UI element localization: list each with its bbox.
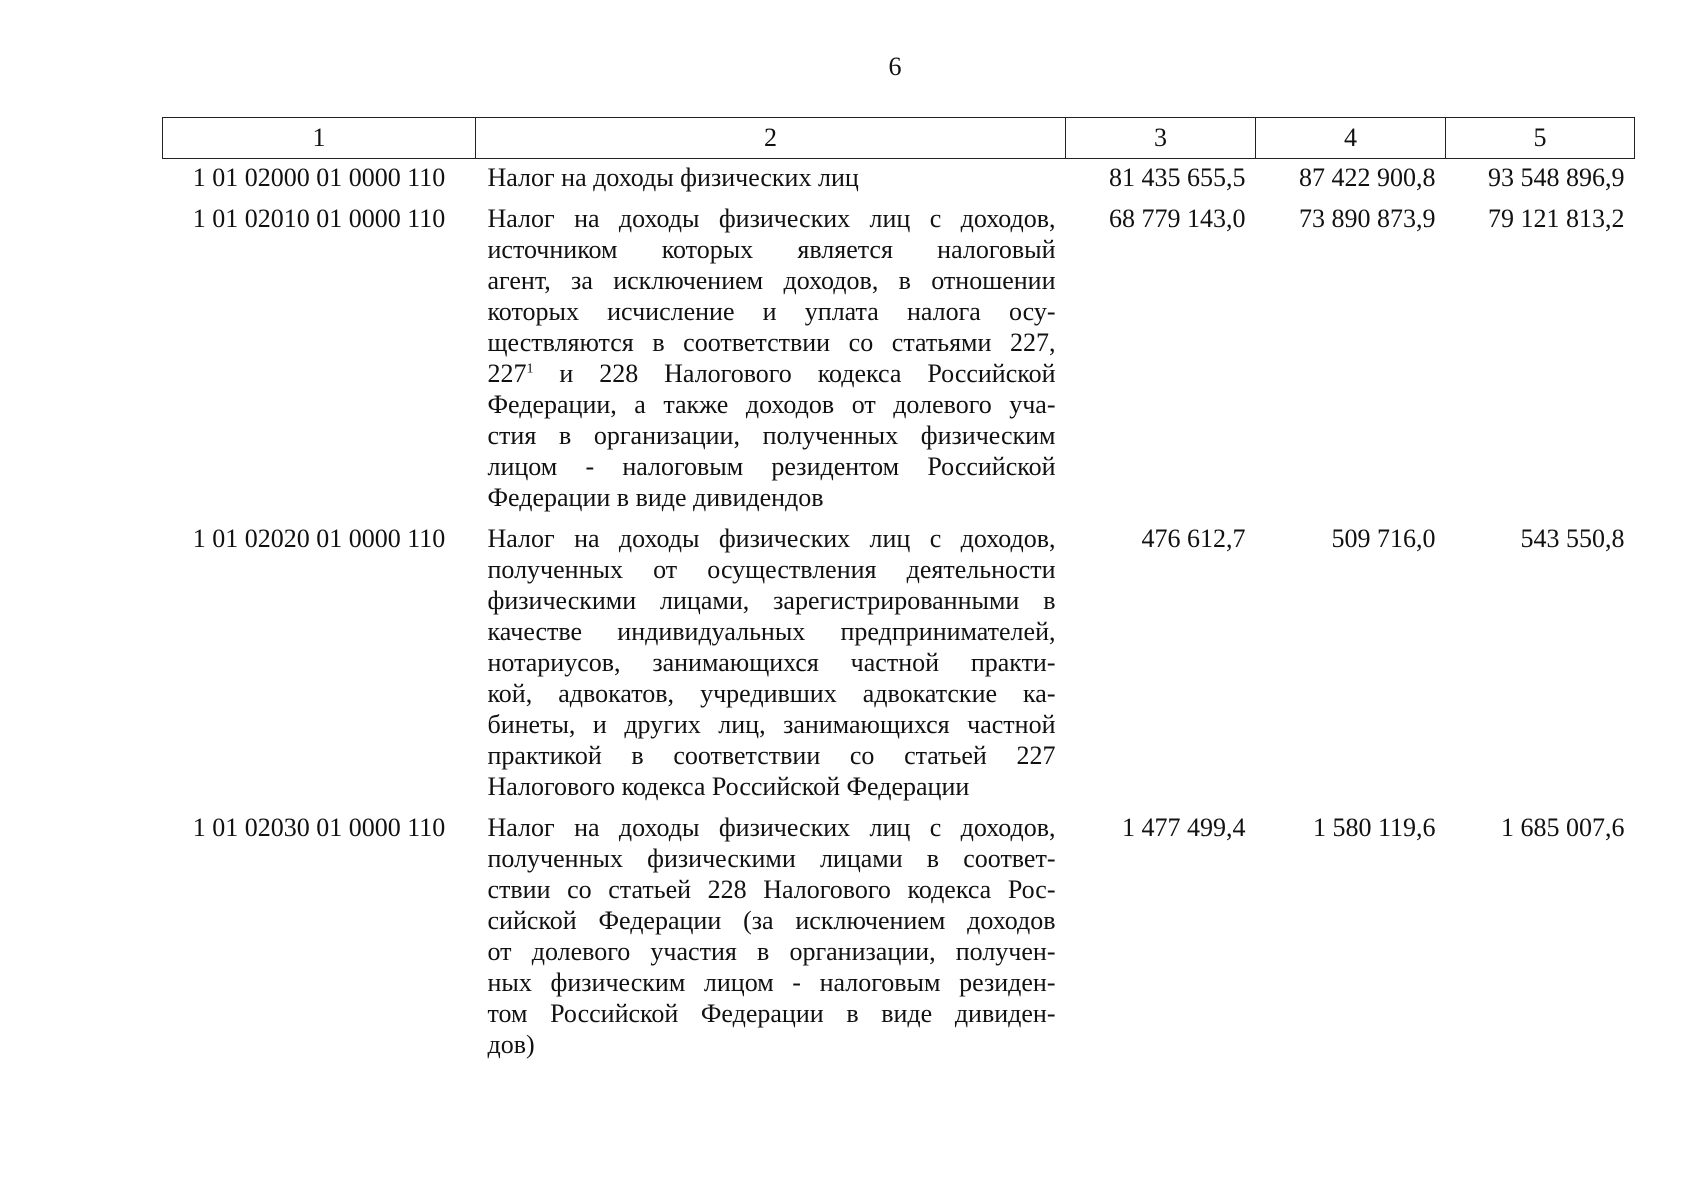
revenue-name-line: том Российской Федерации в виде дивиден-	[487, 999, 1056, 1028]
value-col-4: 73 890 873,9	[1299, 204, 1436, 233]
page-number: 6	[888, 52, 902, 81]
budget-code: 1 01 02010 01 0000 110	[192, 204, 446, 233]
revenue-name	[476, 159, 1066, 204]
revenue-name-line: источником которых является налоговый	[487, 235, 1056, 264]
revenue-name-line: сийской Федерации (за исключением доходов	[487, 906, 1056, 935]
revenue-name-line-with-footnote	[488, 358, 1056, 389]
revenue-name-line: полученных физическими лицами в соответ-	[487, 844, 1056, 873]
revenue-name-line: физическими лицами, зарегистрированными в	[487, 586, 1056, 615]
revenue-name-line: ных физическим лицом - налоговым резиден-	[487, 968, 1056, 997]
value-col-3: 81 435 655,5	[1109, 163, 1246, 192]
value-col-5: 93 548 896,9	[1488, 163, 1625, 192]
value-col-5: 1 685 007,6	[1501, 813, 1625, 842]
column-header-4: 4	[1256, 118, 1446, 159]
revenue-name-line: агент, за исключением доходов, в отношении	[487, 266, 1056, 295]
revenue-table	[162, 117, 1635, 1070]
article-number: 227	[487, 359, 527, 388]
revenue-name-line: Налогового кодекса Российской Федерации	[487, 772, 970, 801]
table-header-row	[163, 118, 1635, 159]
column-header-3: 3	[1066, 118, 1256, 159]
value-col-5: 543 550,8	[1520, 524, 1625, 553]
budget-code: 1 01 02020 01 0000 110	[192, 524, 446, 553]
column-header-1: 1	[163, 118, 476, 159]
revenue-name	[476, 523, 1066, 812]
revenue-name-line: Федерации в виде дивидендов	[487, 483, 824, 512]
revenue-name-line: от долевого участия в организации, получен-	[487, 937, 1056, 966]
revenue-name-line: которых исчисление и уплата налога осу-	[487, 297, 1056, 326]
revenue-name-line: Налог на доходы физических лиц	[487, 163, 859, 192]
value-col-4: 1 580 119,6	[1312, 813, 1436, 842]
table-row	[163, 203, 1635, 523]
revenue-name-line: дов)	[487, 1030, 535, 1059]
revenue-name-line: ществляются в соответствии со статьями 227,	[487, 328, 1056, 357]
table-row	[163, 523, 1635, 812]
revenue-name-line: нотариусов, занимающихся частной практи-	[487, 648, 1056, 677]
value-col-3: 68 779 143,0	[1109, 204, 1246, 233]
table-row	[163, 812, 1635, 1070]
table-row	[163, 159, 1635, 204]
budget-code: 1 01 02030 01 0000 110	[192, 813, 446, 842]
revenue-name-line: стия в организации, полученных физическим	[487, 421, 1056, 450]
revenue-name-line: бинеты, и других лиц, занимающихся частной	[487, 710, 1056, 739]
value-col-3: 1 477 499,4	[1122, 813, 1246, 842]
footnote-superscript: 1	[526, 361, 534, 377]
revenue-name	[476, 812, 1066, 1070]
value-col-4: 87 422 900,8	[1299, 163, 1436, 192]
column-header-2: 2	[476, 118, 1066, 159]
revenue-name-line: Федерации, а также доходов от долевого уча-	[487, 390, 1056, 419]
line-continuation: и 228 Налогового кодекса Российской	[533, 359, 1056, 388]
value-col-4: 509 716,0	[1331, 524, 1436, 553]
budget-code: 1 01 02000 01 0000 110	[192, 163, 446, 192]
revenue-name-line: полученных от осуществления деятельности	[487, 555, 1056, 584]
value-col-3: 476 612,7	[1141, 524, 1246, 553]
revenue-name-line: практикой в соответствии со статьей 227	[487, 741, 1056, 770]
revenue-name-line: ствии со статьей 228 Налогового кодекса Рос-	[487, 875, 1056, 904]
revenue-name-line: Налог на доходы физических лиц с доходов,	[487, 204, 1056, 233]
revenue-name-line: кой, адвокатов, учредивших адвокатские ка-	[487, 679, 1056, 708]
value-col-5: 79 121 813,2	[1488, 204, 1625, 233]
column-header-5: 5	[1446, 118, 1635, 159]
revenue-name-line: Налог на доходы физических лиц с доходов,	[487, 813, 1056, 842]
revenue-name	[476, 203, 1066, 523]
revenue-name-line: качестве индивидуальных предпринимателей,	[487, 617, 1056, 646]
revenue-name-line: лицом - налоговым резидентом Российской	[487, 452, 1056, 481]
revenue-name-line: Налог на доходы физических лиц с доходов,	[487, 524, 1056, 553]
